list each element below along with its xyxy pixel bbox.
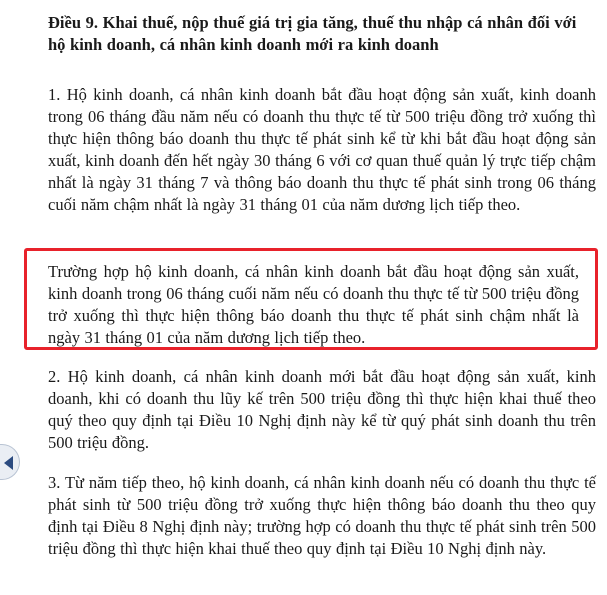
paragraph-3: 3. Từ năm tiếp theo, hộ kinh doanh, cá nhân kinh doanh nếu có doanh thu thực tế phát sinh từ 500 triệu đồng trở xuống thực hiện thông báo doanh thu theo quy định tại Điều 8 Nghị định này; trường hợp có doanh thu thực tế phát sinh trên 500 triệu đồng thì thực hiện khai thuế theo quy định tại Điều 10 Nghị định này.	[48, 473, 596, 558]
highlighted-paragraph: Trường hợp hộ kinh doanh, cá nhân kinh doanh bắt đầu hoạt động sản xuất, kinh doanh trong 06 tháng cuối năm nếu có doanh thu thực tế từ 500 triệu đồng trở xuống thì thực hiện thông báo doanh thu thực tế phát sinh chậm nhất là ngày 31 tháng 01 của năm dương lịch tiếp theo.	[48, 262, 579, 347]
article-title: Điều 9. Khai thuế, nộp thuế giá trị gia tăng, thuế thu nhập cá nhân đối với hộ kinh doanh, cá nhân kinh doanh mới ra kinh doanh	[48, 13, 577, 54]
paragraph-1: 1. Hộ kinh doanh, cá nhân kinh doanh bắt đầu hoạt động sản xuất, kinh doanh trong 06 tháng đầu năm nếu có doanh thu thực tế từ 500 triệu đồng trở xuống thì thực hiện thông báo doanh thu thực tế phát sinh kể từ khi bắt đầu hoạt động sản xuất, kinh doanh đến hết ngày 30 tháng 6 với cơ quan thuế quản lý trực tiếp chậm nhất là ngày 31 tháng 7 và thông báo doanh thu thực tế phát sinh trong 06 tháng cuối năm chậm nhất là ngày 31 tháng 01 của năm dương lịch tiếp theo.	[48, 85, 596, 214]
highlighted-paragraph-box	[24, 248, 598, 350]
paragraph-2: 2. Hộ kinh doanh, cá nhân kinh doanh mới bắt đầu hoạt động sản xuất, kinh doanh, khi có doanh thu lũy kế trên 500 triệu đồng thì thực hiện khai thuế theo quý theo quy định tại Điều 10 Nghị định này kể từ quý phát sinh doanh thu trên 500 triệu đồng.	[48, 367, 596, 452]
previous-page-button[interactable]	[0, 444, 20, 480]
chevron-left-icon	[4, 456, 13, 470]
